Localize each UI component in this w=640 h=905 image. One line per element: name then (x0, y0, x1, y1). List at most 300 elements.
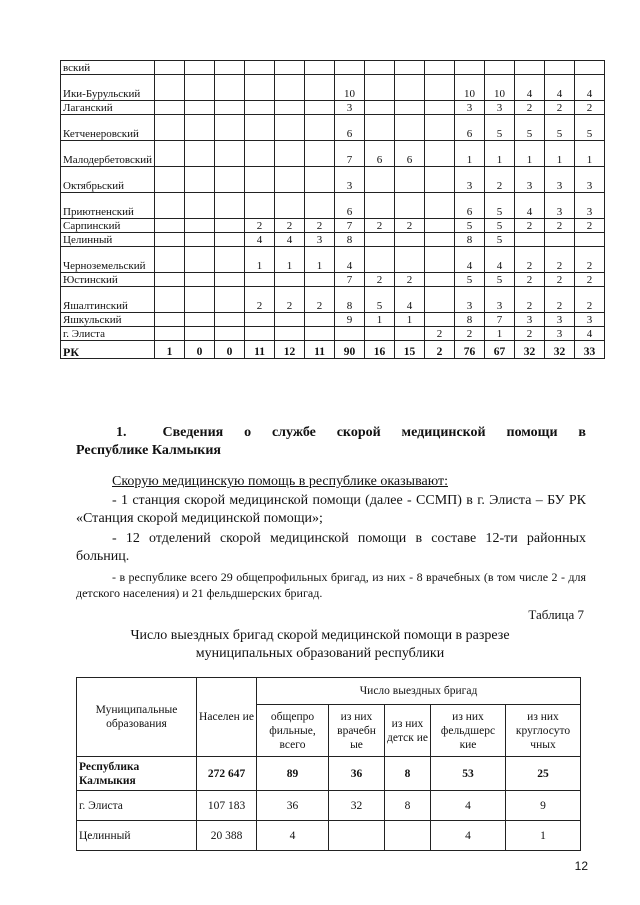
table-cell (425, 273, 455, 287)
table-cell (365, 101, 395, 115)
table-cell: 4 (575, 75, 605, 101)
table-cell: 5 (575, 115, 605, 141)
table-cell (305, 167, 335, 193)
table-row (61, 141, 605, 167)
table-cell: 1 (545, 141, 575, 167)
table-cell: 2 (395, 273, 425, 287)
table-cell: 2 (245, 219, 275, 233)
table-cell: 2 (245, 287, 275, 313)
table-cell (425, 287, 455, 313)
table-cell (365, 193, 395, 219)
header-paramedic: из них фельдшерс кие (431, 705, 506, 757)
table-row (61, 247, 605, 273)
header-general: общепро фильные, всего (257, 705, 329, 757)
table-cell: 5 (545, 115, 575, 141)
table-cell: 2 (515, 327, 545, 341)
table-cell: 2 (515, 219, 545, 233)
table-cell (365, 75, 395, 101)
table-cell: 4 (515, 193, 545, 219)
table-row (61, 219, 605, 233)
table-cell: 2 (275, 219, 305, 233)
table-cell (215, 287, 245, 313)
table-cell (155, 75, 185, 101)
table-cell: 8 (455, 233, 485, 247)
table-cell: 3 (545, 327, 575, 341)
district-name: вский (61, 61, 155, 75)
row-physician (329, 821, 385, 851)
row-pediatric: 8 (385, 757, 431, 791)
table-cell (215, 327, 245, 341)
table-cell: 5 (485, 273, 515, 287)
table-cell (185, 219, 215, 233)
table-cell: 2 (515, 101, 545, 115)
table-cell: 2 (365, 219, 395, 233)
table-cell (455, 61, 485, 75)
table-row (77, 821, 581, 851)
district-name: Целинный (61, 233, 155, 247)
table-cell (155, 287, 185, 313)
table-cell (245, 167, 275, 193)
table-cell (305, 61, 335, 75)
table-row (61, 193, 605, 219)
table-cell (185, 167, 215, 193)
row-paramedic: 4 (431, 821, 506, 851)
table-cell (305, 313, 335, 327)
table-cell (215, 115, 245, 141)
table-cell: 2 (425, 341, 455, 359)
table-cell (365, 327, 395, 341)
table-cell: 3 (455, 287, 485, 313)
table-cell: 7 (335, 273, 365, 287)
table-cell (245, 273, 275, 287)
table-cell (275, 273, 305, 287)
table-cell: 12 (275, 341, 305, 359)
table-row (61, 75, 605, 101)
table-cell: 1 (305, 247, 335, 273)
table-cell: 32 (545, 341, 575, 359)
table-row (61, 327, 605, 341)
table-cell (185, 61, 215, 75)
table-cell (305, 101, 335, 115)
district-name: Юстинский (61, 273, 155, 287)
table-cell: 2 (305, 219, 335, 233)
table-cell (155, 233, 185, 247)
table-cell: 2 (515, 247, 545, 273)
table-cell (245, 141, 275, 167)
table-cell (245, 327, 275, 341)
table-cell: 5 (515, 115, 545, 141)
table-cell: 5 (485, 193, 515, 219)
paragraph-departments: - 12 отделений скорой медицинской помощи в составе 12-ти районных больниц. (76, 531, 586, 564)
table-cell (365, 167, 395, 193)
table-cell: 7 (335, 141, 365, 167)
table-cell: 3 (305, 233, 335, 247)
table-cell (425, 233, 455, 247)
row-physician: 36 (329, 757, 385, 791)
table-cell: 3 (575, 193, 605, 219)
table-caption-line2: муниципальных образований республики (195, 646, 445, 661)
table-cell: 4 (545, 75, 575, 101)
table-row (61, 101, 605, 115)
table-cell: 10 (455, 75, 485, 101)
table-cell (305, 141, 335, 167)
table-cell (155, 167, 185, 193)
table-cell: 15 (395, 341, 425, 359)
page-number: 12 (574, 859, 588, 873)
table-cell: 1 (395, 313, 425, 327)
table-cell: 6 (455, 193, 485, 219)
table-cell (185, 273, 215, 287)
table-cell: 3 (515, 313, 545, 327)
table-cell (425, 313, 455, 327)
district-name: г. Элиста (61, 327, 155, 341)
table-cell (185, 287, 215, 313)
table-cell: 4 (515, 75, 545, 101)
table-cell (155, 193, 185, 219)
table-cell: 3 (545, 193, 575, 219)
table-cell: 2 (575, 101, 605, 115)
table-cell: 8 (335, 233, 365, 247)
table-cell: 5 (485, 233, 515, 247)
row-pediatric (385, 821, 431, 851)
table-cell (395, 327, 425, 341)
table-cell: 3 (575, 313, 605, 327)
table-cell (485, 61, 515, 75)
table-cell (155, 115, 185, 141)
brigades-by-municipality-table (76, 677, 581, 851)
table-row (61, 273, 605, 287)
table-cell (215, 193, 245, 219)
table-cell (275, 193, 305, 219)
table-cell: 2 (545, 219, 575, 233)
table-cell (245, 193, 275, 219)
table-cell (185, 193, 215, 219)
table-cell (245, 61, 275, 75)
table-cell (155, 61, 185, 75)
table-cell (515, 61, 545, 75)
table-cell: 2 (575, 219, 605, 233)
table-cell (575, 233, 605, 247)
table-cell: 90 (335, 341, 365, 359)
table-cell: 1 (365, 313, 395, 327)
table-cell (215, 75, 245, 101)
district-name: Яшкульский (61, 313, 155, 327)
table-cell (275, 141, 305, 167)
table-cell (305, 115, 335, 141)
table-cell (275, 61, 305, 75)
paragraph-intro: Скорую медицинскую помощь в республике оказывают: (112, 474, 448, 489)
table-cell: 3 (455, 167, 485, 193)
row-general: 89 (257, 757, 329, 791)
district-brigades-table (60, 60, 605, 359)
table-cell (395, 167, 425, 193)
paragraph-brigades: - в республике всего 29 общепрофильных бригад, из них - 8 врачебных (в том числе 2 - для детского населения) и 21 фельдшерских бригад. (76, 570, 586, 600)
table-cell: 4 (485, 247, 515, 273)
table-cell: 4 (245, 233, 275, 247)
table-cell (185, 233, 215, 247)
table-cell (185, 75, 215, 101)
table-cell (425, 115, 455, 141)
table-cell: 76 (455, 341, 485, 359)
table-cell: 4 (395, 287, 425, 313)
table-cell (425, 61, 455, 75)
table-cell: 2 (515, 287, 545, 313)
table-cell (155, 101, 185, 115)
table-cell: 2 (545, 247, 575, 273)
table-cell (425, 75, 455, 101)
table-cell: 1 (455, 141, 485, 167)
row-round-the-clock: 1 (506, 821, 581, 851)
table-cell (395, 233, 425, 247)
row-paramedic: 4 (431, 791, 506, 821)
table-cell (395, 247, 425, 273)
row-municipality: Республика Калмыкия (77, 757, 197, 791)
table-cell (365, 233, 395, 247)
section-title-line1: Сведения о службе скорой медицинской помощи в (162, 425, 586, 440)
header-population: Населен ие (197, 678, 257, 757)
table-cell: 1 (485, 141, 515, 167)
table-cell (215, 273, 245, 287)
table-cell: 2 (575, 247, 605, 273)
table-cell: 4 (575, 327, 605, 341)
table-cell: 3 (575, 167, 605, 193)
row-pediatric: 8 (385, 791, 431, 821)
table-cell (155, 273, 185, 287)
table-cell (575, 61, 605, 75)
table-label: Таблица 7 (528, 607, 584, 622)
table-row (77, 791, 581, 821)
table-cell: 67 (485, 341, 515, 359)
table-row (61, 287, 605, 313)
table-cell (425, 219, 455, 233)
table-cell (185, 327, 215, 341)
table-cell: 5 (455, 219, 485, 233)
table-cell: 5 (455, 273, 485, 287)
table-cell (245, 115, 275, 141)
table-cell: 0 (185, 341, 215, 359)
header-physician: из них врачебн ые (329, 705, 385, 757)
table-cell: 11 (245, 341, 275, 359)
table-cell (185, 101, 215, 115)
table-cell: 2 (515, 273, 545, 287)
district-name: Кетченеровский (61, 115, 155, 141)
table-cell: 2 (485, 167, 515, 193)
table-cell: 8 (335, 287, 365, 313)
table-cell (275, 313, 305, 327)
table-cell (215, 141, 245, 167)
district-name: Ики-Бурульский (61, 75, 155, 101)
row-municipality: Целинный (77, 821, 197, 851)
table-cell (515, 233, 545, 247)
table-cell (155, 219, 185, 233)
table-cell (275, 327, 305, 341)
table-cell (215, 101, 245, 115)
table-cell (275, 75, 305, 101)
table-cell: 2 (275, 287, 305, 313)
row-physician: 32 (329, 791, 385, 821)
table-cell (365, 61, 395, 75)
row-general: 4 (257, 821, 329, 851)
table-row (61, 233, 605, 247)
table-cell (275, 167, 305, 193)
table-cell: 5 (365, 287, 395, 313)
table-cell: 4 (455, 247, 485, 273)
table-cell (305, 193, 335, 219)
table-row (61, 313, 605, 327)
table-cell: 1 (515, 141, 545, 167)
table-caption-line1: Число выездных бригад скорой медицинской помощи в разрезе (130, 628, 510, 643)
table-cell: 3 (485, 101, 515, 115)
header-pediatric: из них детск ие (385, 705, 431, 757)
table-cell (395, 101, 425, 115)
table-cell: 6 (365, 141, 395, 167)
table-cell: 2 (545, 101, 575, 115)
table-cell: 9 (335, 313, 365, 327)
row-population: 20 388 (197, 821, 257, 851)
table-cell: 2 (545, 287, 575, 313)
table-cell: 6 (335, 193, 365, 219)
table-row (61, 167, 605, 193)
table-cell (185, 313, 215, 327)
table-cell: 2 (545, 273, 575, 287)
table-cell (245, 313, 275, 327)
table-cell (425, 247, 455, 273)
table-cell: 1 (575, 141, 605, 167)
table-cell (425, 141, 455, 167)
table-cell (305, 327, 335, 341)
header-brigades-group: Число выездных бригад (257, 678, 581, 705)
district-name: РК (61, 341, 155, 359)
table-cell (215, 61, 245, 75)
table-cell (335, 327, 365, 341)
section-number: 1. (116, 425, 127, 440)
district-name: Яшалтинский (61, 287, 155, 313)
table-cell (275, 115, 305, 141)
district-name: Малодербетовский (61, 141, 155, 167)
table-cell: 16 (365, 341, 395, 359)
table-cell: 8 (455, 313, 485, 327)
table-cell: 3 (335, 167, 365, 193)
table-cell: 1 (245, 247, 275, 273)
table-cell (305, 75, 335, 101)
row-general: 36 (257, 791, 329, 821)
table-cell (425, 193, 455, 219)
table-cell: 33 (575, 341, 605, 359)
table-cell: 5 (485, 115, 515, 141)
table-cell (425, 167, 455, 193)
table-cell (395, 115, 425, 141)
table-cell: 32 (515, 341, 545, 359)
table-cell: 10 (485, 75, 515, 101)
row-paramedic: 53 (431, 757, 506, 791)
table-cell (185, 141, 215, 167)
table-cell: 2 (425, 327, 455, 341)
table-cell (185, 115, 215, 141)
table-cell: 2 (575, 273, 605, 287)
table-cell: 0 (215, 341, 245, 359)
table-cell (425, 101, 455, 115)
table-cell: 3 (545, 167, 575, 193)
table-cell: 2 (395, 219, 425, 233)
table-cell: 4 (275, 233, 305, 247)
table-cell: 1 (155, 341, 185, 359)
table-cell: 2 (455, 327, 485, 341)
table-row (61, 341, 605, 359)
table-cell: 2 (305, 287, 335, 313)
table-cell: 3 (455, 101, 485, 115)
table-cell (365, 115, 395, 141)
district-name: Октябрьский (61, 167, 155, 193)
table-cell (215, 219, 245, 233)
table-cell (155, 247, 185, 273)
table-cell (215, 247, 245, 273)
row-population: 272 647 (197, 757, 257, 791)
table-cell: 4 (335, 247, 365, 273)
table-cell (545, 233, 575, 247)
table-cell: 2 (365, 273, 395, 287)
table-row (61, 115, 605, 141)
table-cell: 11 (305, 341, 335, 359)
table-cell (245, 101, 275, 115)
table-cell (395, 75, 425, 101)
table-cell (155, 313, 185, 327)
table-cell (185, 247, 215, 273)
table-cell (395, 193, 425, 219)
row-municipality: г. Элиста (77, 791, 197, 821)
table-cell: 7 (335, 219, 365, 233)
row-population: 107 183 (197, 791, 257, 821)
table-cell (365, 247, 395, 273)
table-cell (275, 101, 305, 115)
table-cell: 6 (455, 115, 485, 141)
table-cell: 6 (395, 141, 425, 167)
section-title-line2: Республике Калмыкия (76, 443, 221, 458)
paragraph-station: - 1 станция скорой медицинской помощи (далее - ССМП) в г. Элиста – БУ РК «Станция скорой медицинской помощи»; (76, 493, 586, 526)
header-municipality: Муниципальные образования (77, 678, 197, 757)
table-cell: 5 (485, 219, 515, 233)
district-name: Сарпинский (61, 219, 155, 233)
table-cell: 1 (485, 327, 515, 341)
district-name: Приютненский (61, 193, 155, 219)
table-cell: 3 (515, 167, 545, 193)
table-cell: 6 (335, 115, 365, 141)
table-cell: 2 (575, 287, 605, 313)
table-cell (155, 141, 185, 167)
header-round-the-clock: из них круглосуто чных (506, 705, 581, 757)
table-row (61, 61, 605, 75)
row-round-the-clock: 9 (506, 791, 581, 821)
table-cell (395, 61, 425, 75)
district-name: Лаганский (61, 101, 155, 115)
table-cell: 3 (485, 287, 515, 313)
table-cell (215, 167, 245, 193)
row-round-the-clock: 25 (506, 757, 581, 791)
table-cell: 3 (335, 101, 365, 115)
table-cell (335, 61, 365, 75)
table-cell (215, 233, 245, 247)
section-heading (76, 424, 586, 460)
table-cell (245, 75, 275, 101)
table-cell (215, 313, 245, 327)
table-cell: 7 (485, 313, 515, 327)
table-cell: 3 (545, 313, 575, 327)
table-cell: 1 (275, 247, 305, 273)
table-cell (155, 327, 185, 341)
table-cell: 10 (335, 75, 365, 101)
table-row (77, 757, 581, 791)
table-cell (305, 273, 335, 287)
table-cell (545, 61, 575, 75)
